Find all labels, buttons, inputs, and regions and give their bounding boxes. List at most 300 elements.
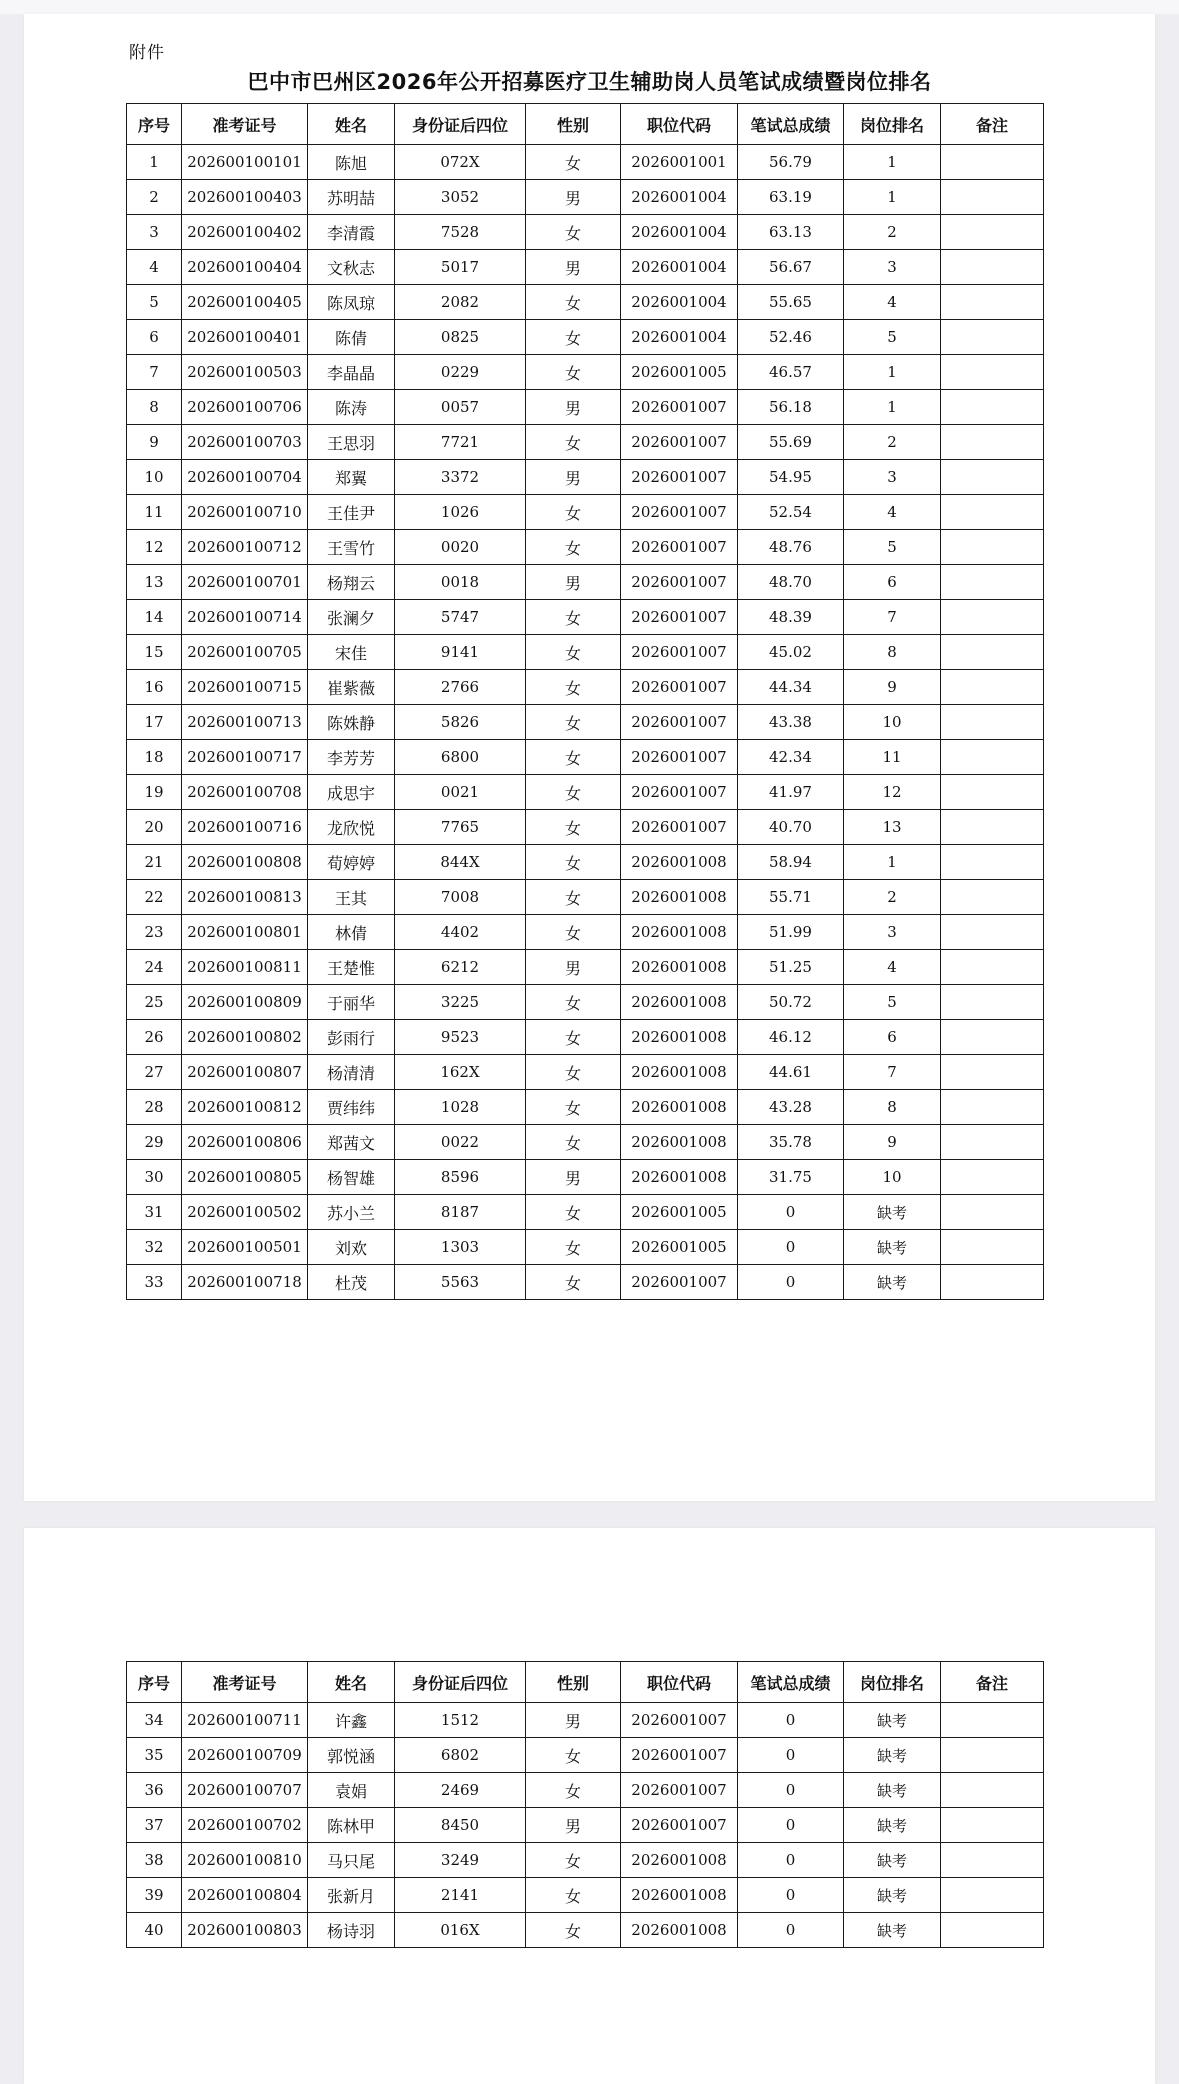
name-cell: 郑茜文 [308,1125,395,1160]
gender-cell: 女 [526,600,621,635]
id-last4-cell: 7008 [395,880,526,915]
score-cell: 48.70 [738,565,844,600]
exam-id-cell: 202600100804 [182,1878,308,1913]
position-code-cell: 2026001007 [621,705,738,740]
name-cell: 张澜夕 [308,600,395,635]
gender-cell: 女 [526,880,621,915]
score-cell: 31.75 [738,1160,844,1195]
position-code-cell: 2026001005 [621,1230,738,1265]
seq-cell: 5 [127,285,182,320]
gender-cell: 女 [526,1913,621,1948]
id-last4-cell: 8596 [395,1160,526,1195]
name-cell: 苏小兰 [308,1195,395,1230]
exam-id-cell: 202600100402 [182,215,308,250]
table-row [127,915,1044,950]
id-last4-cell: 7721 [395,425,526,460]
gender-cell: 男 [526,1808,621,1843]
remark-cell [941,1878,1044,1913]
rank-cell: 3 [844,460,941,495]
rank-cell: 6 [844,1020,941,1055]
name-cell: 陈凤琼 [308,285,395,320]
rank-cell: 6 [844,565,941,600]
table-row [127,600,1044,635]
document-page-1 [24,14,1155,1501]
id-last4-cell: 0825 [395,320,526,355]
exam-id-cell: 202600100811 [182,950,308,985]
table-row [127,180,1044,215]
id-last4-cell: 7528 [395,215,526,250]
position-code-cell: 2026001007 [621,530,738,565]
position-code-cell: 2026001007 [621,1808,738,1843]
seq-cell: 4 [127,250,182,285]
document-page-2 [24,1528,1155,2084]
gender-cell: 女 [526,285,621,320]
exam-id-cell: 202600100711 [182,1703,308,1738]
table-row [127,1773,1044,1808]
header-score: 笔试总成绩 [738,1662,844,1703]
gender-cell: 男 [526,390,621,425]
rank-cell: 缺考 [844,1265,941,1300]
name-cell: 杜茂 [308,1265,395,1300]
seq-cell: 10 [127,460,182,495]
gender-cell: 女 [526,1090,621,1125]
name-cell: 陈林甲 [308,1808,395,1843]
table-row [127,950,1044,985]
gender-cell: 女 [526,1738,621,1773]
table-row [127,320,1044,355]
rank-cell: 8 [844,635,941,670]
header-name: 姓名 [308,104,395,145]
gender-cell: 女 [526,145,621,180]
name-cell: 袁娟 [308,1773,395,1808]
gender-cell: 女 [526,320,621,355]
score-cell: 50.72 [738,985,844,1020]
remark-cell [941,635,1044,670]
position-code-cell: 2026001008 [621,1913,738,1948]
score-cell: 48.39 [738,600,844,635]
remark-cell [941,145,1044,180]
name-cell: 林倩 [308,915,395,950]
exam-id-cell: 202600100502 [182,1195,308,1230]
rank-cell: 9 [844,670,941,705]
remark-cell [941,985,1044,1020]
position-code-cell: 2026001008 [621,1878,738,1913]
remark-cell [941,495,1044,530]
remark-cell [941,1055,1044,1090]
name-cell: 李晶晶 [308,355,395,390]
name-cell: 杨清清 [308,1055,395,1090]
seq-cell: 37 [127,1808,182,1843]
name-cell: 于丽华 [308,985,395,1020]
rank-cell: 12 [844,775,941,810]
name-cell: 杨智雄 [308,1160,395,1195]
name-cell: 陈倩 [308,320,395,355]
name-cell: 许鑫 [308,1703,395,1738]
exam-id-cell: 202600100101 [182,145,308,180]
score-cell: 48.76 [738,530,844,565]
score-cell: 0 [738,1703,844,1738]
table-row [127,810,1044,845]
score-table-page-1 [126,103,1044,1300]
score-cell: 0 [738,1230,844,1265]
exam-id-cell: 202600100706 [182,390,308,425]
remark-cell [941,1090,1044,1125]
seq-cell: 30 [127,1160,182,1195]
id-last4-cell: 0020 [395,530,526,565]
remark-cell [941,215,1044,250]
seq-cell: 16 [127,670,182,705]
table-row [127,635,1044,670]
id-last4-cell: 7765 [395,810,526,845]
seq-cell: 34 [127,1703,182,1738]
position-code-cell: 2026001008 [621,915,738,950]
id-last4-cell: 2469 [395,1773,526,1808]
rank-cell: 11 [844,740,941,775]
header-rank: 岗位排名 [844,1662,941,1703]
rank-cell: 缺考 [844,1738,941,1773]
remark-cell [941,285,1044,320]
remark-cell [941,250,1044,285]
id-last4-cell: 3372 [395,460,526,495]
score-cell: 0 [738,1738,844,1773]
name-cell: 苏明喆 [308,180,395,215]
position-code-cell: 2026001007 [621,810,738,845]
rank-cell: 9 [844,1125,941,1160]
rank-cell: 4 [844,950,941,985]
position-code-cell: 2026001004 [621,215,738,250]
table-row [127,285,1044,320]
exam-id-cell: 202600100713 [182,705,308,740]
table-row [127,1160,1044,1195]
score-cell: 43.38 [738,705,844,740]
name-cell: 李芳芳 [308,740,395,775]
table-row [127,565,1044,600]
seq-cell: 9 [127,425,182,460]
seq-cell: 12 [127,530,182,565]
position-code-cell: 2026001007 [621,425,738,460]
score-cell: 55.71 [738,880,844,915]
score-cell: 35.78 [738,1125,844,1160]
rank-cell: 10 [844,1160,941,1195]
remark-cell [941,390,1044,425]
id-last4-cell: 1026 [395,495,526,530]
name-cell: 王佳尹 [308,495,395,530]
id-last4-cell: 0229 [395,355,526,390]
position-code-cell: 2026001007 [621,635,738,670]
position-code-cell: 2026001007 [621,390,738,425]
table-row [127,985,1044,1020]
table-row [127,1843,1044,1878]
exam-id-cell: 202600100714 [182,600,308,635]
seq-cell: 7 [127,355,182,390]
table-row [127,530,1044,565]
position-code-cell: 2026001007 [621,740,738,775]
seq-cell: 27 [127,1055,182,1090]
name-cell: 彭雨行 [308,1020,395,1055]
table-row [127,1125,1044,1160]
exam-id-cell: 202600100807 [182,1055,308,1090]
remark-cell [941,1843,1044,1878]
name-cell: 王雪竹 [308,530,395,565]
seq-cell: 35 [127,1738,182,1773]
gender-cell: 男 [526,1703,621,1738]
rank-cell: 3 [844,250,941,285]
id-last4-cell: 3052 [395,180,526,215]
score-cell: 52.46 [738,320,844,355]
position-code-cell: 2026001008 [621,1055,738,1090]
gender-cell: 男 [526,565,621,600]
position-code-cell: 2026001008 [621,1160,738,1195]
table-row [127,670,1044,705]
name-cell: 王楚惟 [308,950,395,985]
table-row [127,1878,1044,1913]
rank-cell: 10 [844,705,941,740]
gender-cell: 女 [526,635,621,670]
exam-id-cell: 202600100809 [182,985,308,1020]
id-last4-cell: 5747 [395,600,526,635]
position-code-cell: 2026001008 [621,1020,738,1055]
position-code-cell: 2026001004 [621,250,738,285]
score-cell: 42.34 [738,740,844,775]
table-row [127,705,1044,740]
gender-cell: 男 [526,250,621,285]
remark-cell [941,600,1044,635]
gender-cell: 女 [526,1195,621,1230]
id-last4-cell: 072X [395,145,526,180]
exam-id-cell: 202600100812 [182,1090,308,1125]
table-row [127,1020,1044,1055]
seq-cell: 1 [127,145,182,180]
score-cell: 46.57 [738,355,844,390]
name-cell: 马只尾 [308,1843,395,1878]
gender-cell: 女 [526,1265,621,1300]
exam-id-cell: 202600100707 [182,1773,308,1808]
exam-id-cell: 202600100810 [182,1843,308,1878]
id-last4-cell: 1303 [395,1230,526,1265]
exam-id-cell: 202600100404 [182,250,308,285]
seq-cell: 39 [127,1878,182,1913]
rank-cell: 5 [844,985,941,1020]
score-cell: 56.67 [738,250,844,285]
seq-cell: 21 [127,845,182,880]
table-row [127,1738,1044,1773]
remark-cell [941,705,1044,740]
gender-cell: 女 [526,215,621,250]
id-last4-cell: 2141 [395,1878,526,1913]
rank-cell: 缺考 [844,1230,941,1265]
gender-cell: 女 [526,1773,621,1808]
gender-cell: 女 [526,1125,621,1160]
seq-cell: 28 [127,1090,182,1125]
name-cell: 成思宇 [308,775,395,810]
rank-cell: 8 [844,1090,941,1125]
header-remark: 备注 [941,104,1044,145]
position-code-cell: 2026001007 [621,1773,738,1808]
rank-cell: 1 [844,145,941,180]
seq-cell: 31 [127,1195,182,1230]
remark-cell [941,1020,1044,1055]
score-cell: 55.69 [738,425,844,460]
gender-cell: 女 [526,985,621,1020]
table-row [127,775,1044,810]
gender-cell: 女 [526,1878,621,1913]
table-row [127,250,1044,285]
position-code-cell: 2026001008 [621,845,738,880]
exam-id-cell: 202600100712 [182,530,308,565]
seq-cell: 36 [127,1773,182,1808]
remark-cell [941,425,1044,460]
id-last4-cell: 6212 [395,950,526,985]
exam-id-cell: 202600100710 [182,495,308,530]
table-row [127,145,1044,180]
score-cell: 41.97 [738,775,844,810]
remark-cell [941,460,1044,495]
gender-cell: 男 [526,180,621,215]
score-cell: 51.25 [738,950,844,985]
header-remark: 备注 [941,1662,1044,1703]
score-cell: 43.28 [738,1090,844,1125]
score-cell: 56.79 [738,145,844,180]
remark-cell [941,565,1044,600]
remark-cell [941,810,1044,845]
exam-id-cell: 202600100813 [182,880,308,915]
gender-cell: 女 [526,425,621,460]
header-exam-id: 准考证号 [182,104,308,145]
name-cell: 王其 [308,880,395,915]
exam-id-cell: 202600100704 [182,460,308,495]
seq-cell: 17 [127,705,182,740]
rank-cell: 1 [844,355,941,390]
position-code-cell: 2026001004 [621,180,738,215]
table-row [127,495,1044,530]
rank-cell: 缺考 [844,1773,941,1808]
position-code-cell: 2026001008 [621,950,738,985]
header-gender: 性别 [526,1662,621,1703]
seq-cell: 18 [127,740,182,775]
exam-id-cell: 202600100716 [182,810,308,845]
gender-cell: 女 [526,915,621,950]
name-cell: 文秋志 [308,250,395,285]
score-cell: 0 [738,1913,844,1948]
table-row [127,355,1044,390]
position-code-cell: 2026001004 [621,285,738,320]
seq-cell: 14 [127,600,182,635]
score-cell: 0 [738,1195,844,1230]
rank-cell: 7 [844,1055,941,1090]
score-table-page-2 [126,1661,1044,1948]
id-last4-cell: 5826 [395,705,526,740]
exam-id-cell: 202600100703 [182,425,308,460]
gender-cell: 女 [526,810,621,845]
id-last4-cell: 162X [395,1055,526,1090]
id-last4-cell: 1512 [395,1703,526,1738]
id-last4-cell: 8450 [395,1808,526,1843]
position-code-cell: 2026001007 [621,1738,738,1773]
table-row [127,1703,1044,1738]
score-cell: 44.61 [738,1055,844,1090]
position-code-cell: 2026001008 [621,1090,738,1125]
header-id-last4: 身份证后四位 [395,1662,526,1703]
remark-cell [941,1703,1044,1738]
table-row [127,390,1044,425]
table-row [127,1090,1044,1125]
name-cell: 贾纬纬 [308,1090,395,1125]
header-exam-id: 准考证号 [182,1662,308,1703]
gender-cell: 女 [526,1055,621,1090]
id-last4-cell: 6802 [395,1738,526,1773]
id-last4-cell: 844X [395,845,526,880]
table-header-row [127,1662,1044,1703]
remark-cell [941,1195,1044,1230]
seq-cell: 29 [127,1125,182,1160]
seq-cell: 23 [127,915,182,950]
score-cell: 56.18 [738,390,844,425]
remark-cell [941,1773,1044,1808]
position-code-cell: 2026001001 [621,145,738,180]
remark-cell [941,740,1044,775]
gender-cell: 女 [526,530,621,565]
position-code-cell: 2026001008 [621,1843,738,1878]
header-score: 笔试总成绩 [738,104,844,145]
remark-cell [941,180,1044,215]
table-row [127,845,1044,880]
seq-cell: 26 [127,1020,182,1055]
id-last4-cell: 1028 [395,1090,526,1125]
table-row [127,1195,1044,1230]
exam-id-cell: 202600100718 [182,1265,308,1300]
position-code-cell: 2026001007 [621,565,738,600]
attachment-label: 附件 [129,43,165,63]
position-code-cell: 2026001005 [621,355,738,390]
exam-id-cell: 202600100801 [182,915,308,950]
header-rank: 岗位排名 [844,104,941,145]
remark-cell [941,915,1044,950]
score-cell: 45.02 [738,635,844,670]
remark-cell [941,775,1044,810]
score-cell: 58.94 [738,845,844,880]
remark-cell [941,320,1044,355]
exam-id-cell: 202600100705 [182,635,308,670]
position-code-cell: 2026001007 [621,460,738,495]
rank-cell: 3 [844,915,941,950]
rank-cell: 缺考 [844,1808,941,1843]
exam-id-cell: 202600100701 [182,565,308,600]
position-code-cell: 2026001007 [621,670,738,705]
score-cell: 0 [738,1808,844,1843]
exam-id-cell: 202600100709 [182,1738,308,1773]
position-code-cell: 2026001005 [621,1195,738,1230]
id-last4-cell: 016X [395,1913,526,1948]
rank-cell: 1 [844,390,941,425]
header-position-code: 职位代码 [621,1662,738,1703]
gender-cell: 女 [526,1020,621,1055]
id-last4-cell: 9141 [395,635,526,670]
rank-cell: 2 [844,425,941,460]
seq-cell: 3 [127,215,182,250]
rank-cell: 缺考 [844,1703,941,1738]
exam-id-cell: 202600100803 [182,1913,308,1948]
seq-cell: 32 [127,1230,182,1265]
gender-cell: 男 [526,460,621,495]
rank-cell: 缺考 [844,1195,941,1230]
id-last4-cell: 0022 [395,1125,526,1160]
table-row [127,425,1044,460]
id-last4-cell: 3225 [395,985,526,1020]
rank-cell: 5 [844,530,941,565]
table-row [127,215,1044,250]
seq-cell: 13 [127,565,182,600]
remark-cell [941,530,1044,565]
